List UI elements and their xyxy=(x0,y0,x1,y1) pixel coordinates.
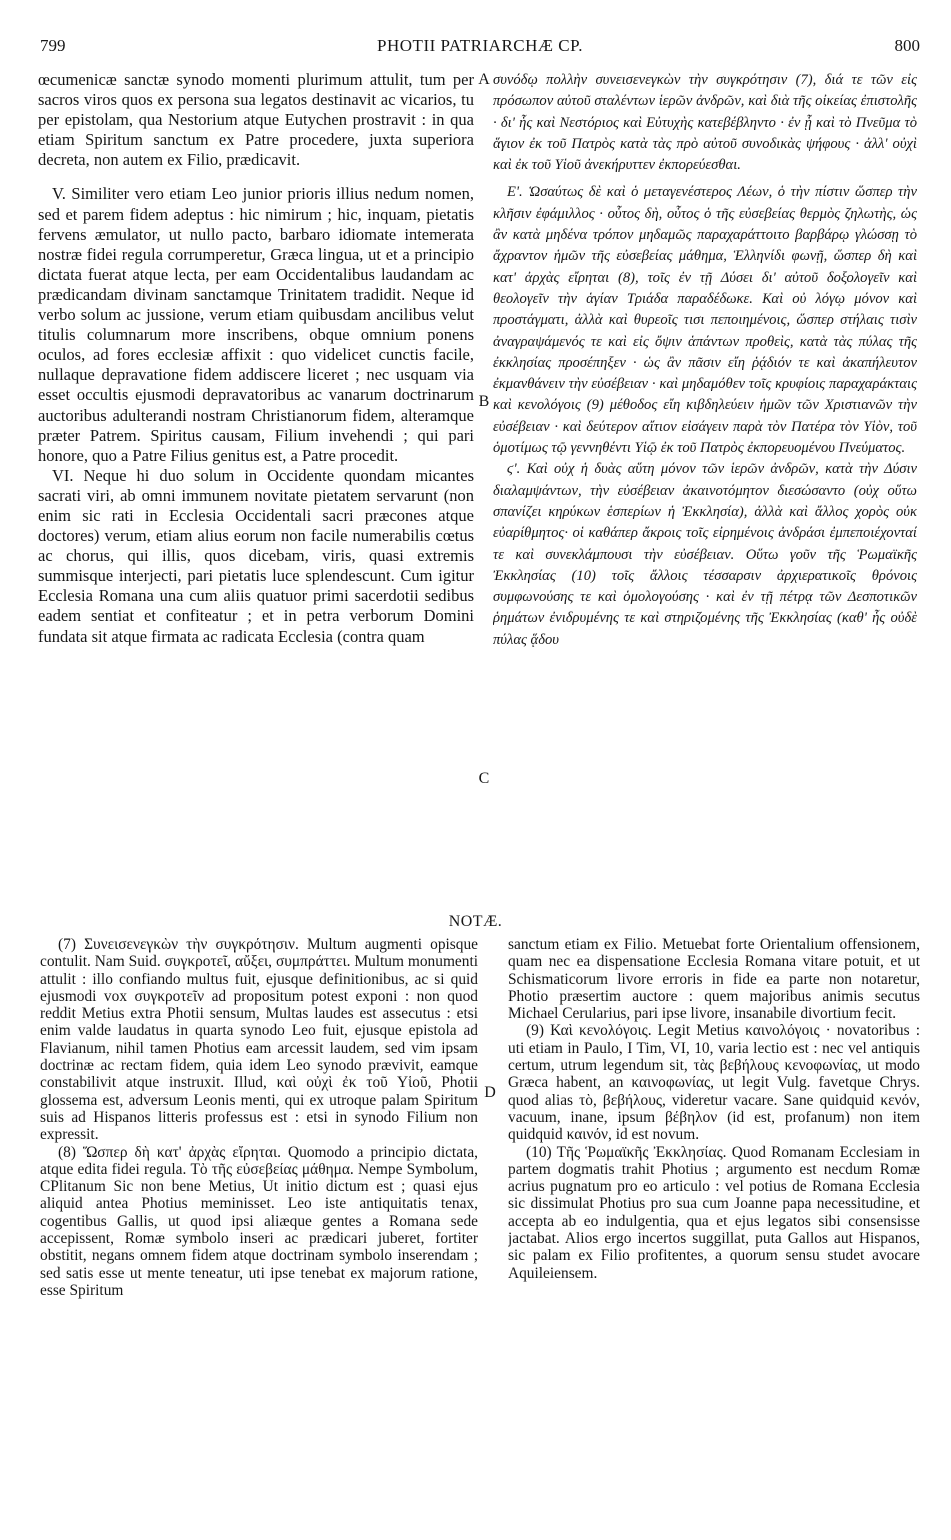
page-number-right: 800 xyxy=(894,36,920,55)
margin-letter-b: B xyxy=(478,393,490,410)
greek-column xyxy=(493,70,917,651)
running-header xyxy=(40,36,920,58)
margin-letter-d: D xyxy=(484,1084,496,1101)
latin-paragraph-v: V. Similiter vero etiam Leo junior prioris illius nedum nomen, sed et parem fidem adeptus : hic nimirum ; hic, inquam, pietatis fervens æmulator, ut nullo pacto, barbaro idiomate intemerata nostræ fidei regula corrumperetur, Græca lingua, ut et a principio dictata fuerat atque lecta, per eam Occidentalibus laudandam ac prædicandam divinam sanctamque Trinitatem tradidit. Neque id verbo solum ac jussione, verum etiam quibusdam ancilibus velut titulis columnarum more inscribens, obque omnium ponens oculos, ad fores ecclesiæ affixit : quo videlicet cunctis facile, nullaque depravatione fidem addiscere liceret ; nec usquam via esset occultis ejusmodi depravatoribus ac vanarum doctrinarum auctoribus adulterandi nostram Christianorum fidem, alteramque præter Patrem. Spiritus causam, Filium invehendi ; qui pari honore, quo a Patre Filius genitus est, a Patre procedit. xyxy=(38,184,474,465)
latin-paragraph-vi: VI. Neque hi duo solum in Occidente quondam micantes sacrati viri, ab omni immunem novitate pietatem servarunt (non enim sic rati in Ecclesia Occidentali sacri præcones atque doctores) verum, etiam alius eorum non facile numerabilis cœtus ac chorus, qui illis, quos dicebam, viris, quasi extremis summisque interjecti, pari pietatis luce splendescunt. Cum igitur Ecclesia Romana una cum aliis quatuor primi sacerdotii sedibus eadem sentiat et confiteatur ; et in petra verborum Domini fundata sit atque firmata ac radicata Ecclesia (contra quam xyxy=(38,465,474,646)
margin-letter-c: C xyxy=(478,770,490,787)
note-8: (8) Ὥσπερ δὴ κατ' ἀρχὰς εἴρηται. Quomodo a principio dictata, atque edita fidei regula. Τὸ τῆς εὐσεβείας μάθημα. Nempe Symbolum, CPlitanum Sic non bene Metius, Ut initio dictum est ; quasi ejus aliquid antea Photius meminisset. Leo iste antiquitatis tenax, cogentibus Gallis, ut quod ipsi aliæque gentes a Romana sede accepissent, Romæ symbolo inseri ac prædicari juberet, fortiter obstitit, negans omnem fidem atque doctrinam symbolo inserendam ; sed satis esse ut mente teneatur, uti ipse tenebat ex majorum ratione, esse Spiritum xyxy=(40,1143,478,1299)
running-title: PHOTII PATRIARCHÆ CP. xyxy=(377,36,583,55)
note-9: (9) Καὶ κενολόγοις. Legit Metius καινολόγοις · novatoribus : uti etiam in Paulo, I Tim, VI, 10, varia lectio est : nec vel antiquis certum, utrum legendum sit, τὰς βεβήλους κενοφωνίας, ut modo Græca habent, an καινοφωνίας, ut legit Vulg. favetque Chrys. quod alias τὸ, βεβήλους, videretur vacare. Sane quidquid κενόν, vacuum, inane, ipsum βέβηλον (id est, profanum) non item quidquid καινόν, id est novum. xyxy=(508,1022,920,1144)
greek-paragraph-continuation: συνόδῳ πολλὴν συνεισενεγκὼν τὴν συγκρότησιν (7), διά τε τῶν εἰς πρόσωπον αὐτοῦ σταλέντων ἱερῶν ἀνδρῶν, καὶ διὰ τῆς οἰκείας ἐπιστολῆς · δι' ἧς καὶ Νεστόριος καὶ Εὐτυχὴς κατεβέβληντο · ἐν ᾗ καὶ τὸ Πνεῦμα τὸ ἅγιον ἐκ τοῦ Πατρὸς κατὰ τὰς πρὸ αὐτοῦ συνοδικὰς ψήφους · ἀλλ' οὐχὶ καὶ ἐκ τοῦ Υἱοῦ ἀνεκήρυττεν ἐκπορεύεσθαι. xyxy=(493,72,917,174)
note-10: (10) Τῆς Ῥωμαϊκῆς Ἐκκλησίας. Quod Romanam Ecclesiam in partem dogmatis trahit Photius ; argumento est necdum Romæ acrius pugnatum pro eo articulo : vel potius de Romana Ecclesia sic dissimulat Photius pro sua cum Joanne papa necessitudine, et accepta ab eo indulgentia, qua et ejus legatos sibi consensisse jactabat. Alios ergo incertos suggillat, puta Gallos aut Hispanos, sic palam ex Filio profitentes, a quorum sensu studet avocare Aquileiensem. xyxy=(508,1143,920,1282)
latin-column xyxy=(38,70,474,647)
greek-paragraph-e: Ε'. Ὡσαύτως δὲ καὶ ὁ μεταγενέστερος Λέων, ὁ τὴν πίστιν ὥσπερ τὴν κλῆσιν ἐφάμιλλος · οὗτος δὴ, οὗτος ὁ τῆς εὐσεβείας θερμὸς ζηλωτὴς, ὡς ἂν κατὰ μηδένα τρόπον μηδαμῶς παραχαράττοιτο βαρβάρῳ γλώσσῃ τὸ ἄχραντον ἡμῶν τῆς εὐσεβείας μάθημα, Ἑλληνίδι φωνῇ, ὥσπερ δὴ καὶ κατ' ἀρχὰς εἴρηται (8), τοῖς ἐν τῇ Δύσει δι' αὐτοῦ δοξολογεῖν καὶ θεολογεῖν τὴν ἁγίαν Τριάδα παραδέδωκε. Καὶ οὐ λόγῳ μόνον καὶ προστάγματι, ἀλλὰ καὶ θυρεοῖς τισι πεποιημένοις, ὥσπερ στήλαις τισὶν ἀναγραψάμενός τε καὶ εἰς ὄψιν ἁπάντων προθεὶς, κατὰ τὰς πύλας τῆς ἐκκλησίας προσέπηξεν · ὡς ἂν πᾶσιν εἴη ῥᾴδιόν τε καὶ ἀκαπήλευτον ἐκμανθάνειν τὴν εὐσέβειαν · καὶ μηδαμόθεν τοῖς κρυφίοις παραχαράκταις καὶ κενολόγοις (9) μέθοδος εἴη κιβδηλεύειν ἡμῶν τῶν Χριστιανῶν τὴν εὐσέβειαν · καὶ δεύτερον αἴτιον εἰσάγειν παρὰ τὸν Πατέρα τὸν Υἱὸν, τοῦ ὁμοτίμως τῷ γεννηθέντι Υἱῷ ἐκ τοῦ Πατρὸς ἐκπορευομένου Πνεύματος. xyxy=(493,184,917,457)
notes-heading: NOTÆ. xyxy=(448,913,503,930)
latin-paragraph-continuation: œcumenicæ sanctæ synodo momenti plurimum attulit, tum per sacros viros quos ex persona sua legatos destinavit ac vicarios, tu per epistolam, qua Nestorium atque Eutychen prostravit : in qua etiam Spiritum sanctum ex Patre procedere, juxta superiora decreta, non autem ex Filio, prædicavit. xyxy=(38,70,474,170)
notes-left-column xyxy=(40,936,478,1299)
notes-right-column xyxy=(508,936,920,1282)
note-8-continuation: sanctum etiam ex Filio. Metuebat forte Orientalium offensionem, quam nec ea dispensatione Ecclesia Romana vitare potuit, et ut Schismaticorum livore erroris in fide ea parte non notaretur, Photio præsertim auctore : quem majoribus animis secutus Michael Cerularius, pari ipse livore, insanabile divortium fecit. xyxy=(508,936,920,1023)
margin-letter-a: A xyxy=(478,71,490,88)
greek-paragraph-vi: ϛ'. Καὶ οὐχ ἡ δυὰς αὕτη μόνον τῶν ἱερῶν ἀνδρῶν, κατὰ τὴν Δύσιν διαλαμψάντων, τὴν εὐσέβειαν ἀκαινοτόμητον διεσώσαντο (οὐχ οὕτω σπανίζει κηρύκων ἑσπερίων ἡ Ἐκκλησία), ἀλλὰ καὶ ἄλλος χορὸς οὐκ εὐαρίθμητος· οἱ καθάπερ ἄκροις τοῖς εἰρημένοις ἀνδράσι ἐμπεποιέχονταί τε καὶ συνεκλάμπουσι τὴν εὐσέβειαν. Οὕτω γοῦν τῆς Ῥωμαϊκῆς Ἐκκλησίας (10) τοῖς ἄλλοις τέσσαρσιν ἀρχιερατικοῖς θρόνοις συμφωνούσης τε καὶ ὁμολογούσης · καὶ ἐν τῇ πέτρᾳ τῶν Δεσποτικῶν ῥημάτων ἐνιδρυμένης τε καὶ στηριζομένης τῆς Ἐκκλησίας (καθ' ἧς οὐδὲ πύλας ᾅδου xyxy=(493,461,917,648)
page-number-left: 799 xyxy=(40,36,66,55)
note-7: (7) Συνεισενεγκὼν τὴν συγκρότησιν. Multum augmenti opisque contulit. Nam Suid. συγκροτεῖ, αὔξει, συμπράττει. Multum monumenti attulit : illo confiando multus fuit, ejusque definitionibus, ac si quid ejusmodi vox συγκροτεῖν ad propositum potest exponi : non quod reddit Metius extra Photii sensum, Multas laudes est assecutus : etsi enim valde laudatus in quarta synodo Leo fuit, ejusque epistola ad Flavianum, nihil tamen Photius eam arcessit laudem, sed vim ipsam doctrinæ ac rectam fidem, quia idem Leo synodo prævivit, eamque constabilivit atque instruxit. Illud, καὶ οὐχὶ ἐκ τοῦ Υἱοῦ, Photii glossema est, adversum Leonis menti, qui ex utroque palam Spiritum suis ad Hispanos litteris professus est : etsi in synodo Filium non expressit. xyxy=(40,936,478,1144)
